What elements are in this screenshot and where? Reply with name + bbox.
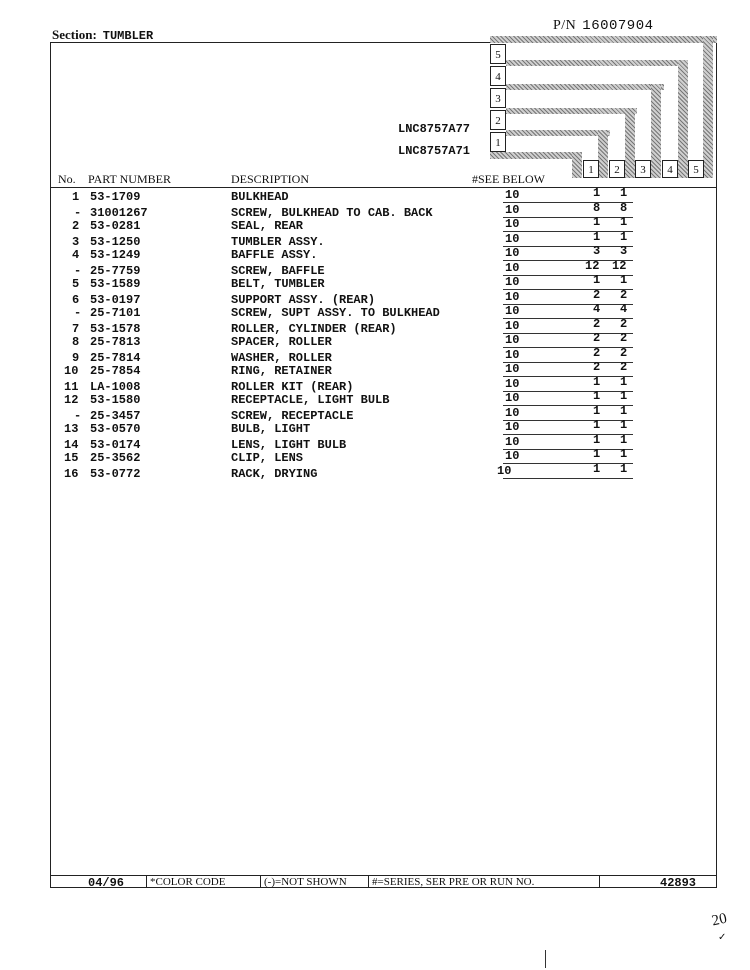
row-qty-col2: 1: [620, 389, 628, 403]
row-series: 10: [505, 434, 520, 449]
column-header-part-number: PART NUMBER: [88, 172, 171, 186]
row-part-number: 53-0281: [90, 219, 141, 233]
row-description: ROLLER, CYLINDER (REAR): [231, 321, 397, 336]
row-item-number: -: [74, 263, 82, 278]
row-qty-col1: 1: [593, 229, 601, 244]
row-description: SEAL, REAR: [231, 219, 304, 233]
row-rule: [503, 275, 633, 276]
row-qty-col2: 1: [620, 186, 628, 200]
column-header-no: No.: [58, 172, 76, 186]
row-rule: [503, 449, 633, 450]
section-label-text: Section:: [52, 27, 97, 42]
row-qty-col2: 1: [620, 229, 628, 244]
row-description: RECEPTACLE, LIGHT BULB: [231, 393, 390, 407]
footer-date: 04/96: [88, 876, 125, 890]
row-series: 10: [505, 217, 520, 231]
column-box-3: 3: [635, 160, 651, 178]
row-rule: [503, 362, 633, 363]
row-part-number: 53-1589: [90, 277, 141, 291]
row-description: BELT, TUMBLER: [231, 277, 325, 291]
row-rule: [503, 318, 633, 319]
shade-bar-3: [506, 84, 664, 90]
row-qty-col1: 3: [593, 244, 601, 258]
row-number-box-3: 3: [490, 88, 506, 108]
row-description: RACK, DRYING: [231, 466, 318, 481]
row-series: 10: [505, 318, 520, 333]
row-part-number: 25-7854: [90, 364, 141, 378]
row-qty-col1: 1: [593, 403, 601, 418]
row-rule: [503, 289, 633, 290]
row-description: BAFFLE ASSY.: [231, 248, 318, 262]
row-qty-col2: 12: [612, 258, 627, 273]
row-qty-col2: 1: [620, 273, 628, 287]
row-qty-col1: 1: [593, 418, 601, 432]
shade-col-4: [678, 60, 688, 178]
row-series: 10: [505, 202, 520, 217]
row-qty-col2: 1: [620, 447, 628, 461]
row-rule: [503, 202, 633, 203]
row-description: BULB, LIGHT: [231, 422, 311, 436]
shade-col-2: [625, 108, 635, 178]
row-qty-col2: 3: [620, 244, 628, 258]
row-description: SCREW, RECEPTACLE: [231, 408, 354, 423]
footer-code: 42893: [660, 876, 697, 890]
row-rule: [503, 333, 633, 334]
row-series: 10: [505, 246, 520, 260]
row-item-number: 7: [72, 321, 80, 336]
pn-label: P/N: [553, 18, 577, 33]
row-part-number: 25-7759: [90, 263, 141, 278]
row-series: 10: [505, 333, 520, 347]
row-part-number: 53-0197: [90, 292, 141, 307]
row-qty-col1: 1: [593, 374, 601, 389]
row-qty-col2: 2: [620, 360, 628, 374]
column-box-2: 2: [609, 160, 625, 178]
row-description: ROLLER KIT (REAR): [231, 379, 354, 394]
footer-color-code: *COLOR CODE: [150, 876, 226, 888]
row-part-number: 31001267: [90, 205, 148, 220]
pn-value: 16007904: [582, 18, 654, 34]
row-rule: [503, 391, 633, 392]
column-box-5: 5: [688, 160, 704, 178]
shade-col-1: [598, 130, 608, 178]
row-rule: [503, 231, 633, 232]
shade-bar-1: [506, 130, 610, 136]
row-series: 10: [505, 304, 520, 318]
row-part-number: 53-1249: [90, 248, 141, 262]
row-part-number: 25-3562: [90, 451, 141, 465]
row-qty-col2: 2: [620, 331, 628, 345]
column-header-see-below: #SEE BELOW: [472, 172, 545, 186]
row-part-number: LA-1008: [90, 379, 141, 394]
row-description: SCREW, SUPT ASSY. TO BULKHEAD: [231, 306, 440, 320]
row-qty-col1: 1: [593, 186, 601, 200]
row-item-number: 16: [64, 466, 79, 481]
row-series: 10: [505, 420, 520, 434]
row-series: 10: [505, 405, 520, 420]
row-number-box-2: 2: [490, 110, 506, 130]
row-item-number: 15: [64, 451, 79, 465]
row-item-number: 14: [64, 437, 79, 452]
row-qty-col1: 1: [593, 389, 601, 403]
row-part-number: 53-1709: [90, 190, 141, 204]
row-item-number: 10: [64, 364, 79, 378]
row-rule: [503, 420, 633, 421]
row-series: 10: [505, 376, 520, 391]
section-label: [52, 27, 153, 43]
shade-col-5: [703, 36, 713, 178]
row-description: SUPPORT ASSY. (REAR): [231, 292, 376, 307]
footer-not-shown: (-)=NOT SHOWN: [264, 876, 347, 888]
row-series: 10: [505, 362, 520, 376]
row-qty-col2: 2: [620, 287, 628, 302]
row-series: 10: [505, 449, 520, 463]
row-rule: [503, 463, 633, 464]
row-qty-col1: 2: [593, 345, 601, 360]
row-rule: [503, 376, 633, 377]
footer-divider: [368, 875, 369, 888]
row-rule: [503, 478, 633, 479]
row-series: 10: [505, 289, 520, 304]
shade-bar-bottom: [490, 152, 582, 159]
row-item-number: 3: [72, 234, 80, 249]
row-qty-col2: 1: [620, 374, 628, 389]
row-item-number: 5: [72, 277, 80, 291]
shade-col-3: [651, 84, 661, 178]
row-number-box-5: 5: [490, 44, 506, 64]
column-box-4: 4: [662, 160, 678, 178]
row-qty-col2: 1: [620, 418, 628, 432]
model-a77: LNC8757A77: [398, 122, 471, 136]
row-description: SCREW, BULKHEAD TO CAB. BACK: [231, 205, 433, 220]
row-rule: [503, 217, 633, 218]
row-part-number: 53-0570: [90, 422, 141, 436]
row-qty-col2: 1: [620, 432, 628, 447]
row-series: 10: [505, 347, 520, 362]
row-series: 10: [505, 188, 520, 202]
row-item-number: 12: [64, 393, 79, 407]
header-rule: [50, 187, 717, 188]
row-qty-col2: 1: [620, 215, 628, 229]
row-item-number: 4: [72, 248, 80, 262]
row-part-number: 53-0772: [90, 466, 141, 481]
handwritten-check: ✓: [718, 932, 727, 943]
row-qty-col1: 8: [593, 200, 601, 215]
row-qty-col1: 12: [585, 258, 600, 273]
handwritten-note: 20: [710, 910, 729, 930]
row-item-number: 9: [72, 350, 80, 365]
row-part-number: 53-1250: [90, 234, 141, 249]
row-qty-col1: 2: [593, 287, 601, 302]
row-series: 10: [497, 463, 512, 478]
row-qty-col1: 4: [593, 302, 601, 316]
row-qty-col1: 1: [593, 215, 601, 229]
row-part-number: 25-7101: [90, 306, 141, 320]
shade-bar-4: [506, 60, 688, 66]
row-item-number: -: [74, 306, 82, 320]
row-item-number: -: [74, 408, 82, 423]
row-qty-col2: 8: [620, 200, 628, 215]
row-series: 10: [505, 231, 520, 246]
row-qty-col2: 4: [620, 302, 628, 316]
row-qty-col2: 2: [620, 316, 628, 331]
row-qty-col1: 2: [593, 360, 601, 374]
bottom-tick-mark: [545, 950, 546, 968]
model-a71: LNC8757A71: [398, 144, 471, 158]
row-item-number: -: [74, 205, 82, 220]
row-qty-col1: 1: [593, 447, 601, 461]
row-qty-col1: 2: [593, 331, 601, 345]
row-item-number: 1: [72, 190, 80, 204]
row-qty-col2: 2: [620, 345, 628, 360]
row-part-number: 25-3457: [90, 408, 141, 423]
row-rule: [503, 246, 633, 247]
row-part-number: 25-7813: [90, 335, 141, 349]
row-description: BULKHEAD: [231, 190, 289, 204]
row-series: 10: [505, 275, 520, 289]
row-series: 10: [505, 260, 520, 275]
row-number-box-4: 4: [490, 66, 506, 86]
row-part-number: 53-0174: [90, 437, 141, 452]
row-item-number: 13: [64, 422, 79, 436]
row-item-number: 8: [72, 335, 80, 349]
row-series: 10: [505, 391, 520, 405]
row-rule: [503, 434, 633, 435]
row-description: WASHER, ROLLER: [231, 350, 332, 365]
row-qty-col1: 2: [593, 316, 601, 331]
footer-divider: [599, 875, 600, 888]
row-rule: [503, 347, 633, 348]
part-number-header: [553, 18, 654, 34]
shade-col-0: [572, 152, 582, 178]
row-item-number: 6: [72, 292, 80, 307]
row-item-number: 11: [64, 379, 79, 394]
footer-series-legend: #=SERIES, SER PRE OR RUN NO.: [372, 876, 535, 888]
row-part-number: 53-1578: [90, 321, 141, 336]
row-qty-col2: 1: [620, 403, 628, 418]
row-rule: [503, 405, 633, 406]
column-header-description: DESCRIPTION: [231, 172, 310, 186]
row-qty-col2: 1: [620, 461, 628, 476]
section-value: TUMBLER: [102, 29, 154, 43]
row-qty-col1: 1: [593, 432, 601, 447]
row-number-box-1: 1: [490, 132, 506, 152]
row-description: CLIP, LENS: [231, 451, 304, 465]
footer-divider: [260, 875, 261, 888]
row-description: RING, RETAINER: [231, 364, 332, 378]
shade-bar-2: [506, 108, 637, 114]
row-qty-col1: 1: [593, 461, 601, 476]
row-item-number: 2: [72, 219, 80, 233]
row-description: SPACER, ROLLER: [231, 335, 332, 349]
shade-bar-top: [490, 36, 717, 43]
row-part-number: 25-7814: [90, 350, 141, 365]
row-description: LENS, LIGHT BULB: [231, 437, 347, 452]
row-qty-col1: 1: [593, 273, 601, 287]
row-description: TUMBLER ASSY.: [231, 234, 325, 249]
row-part-number: 53-1580: [90, 393, 141, 407]
row-rule: [503, 304, 633, 305]
column-box-1: 1: [583, 160, 599, 178]
footer-divider: [146, 875, 147, 888]
row-description: SCREW, BAFFLE: [231, 263, 325, 278]
